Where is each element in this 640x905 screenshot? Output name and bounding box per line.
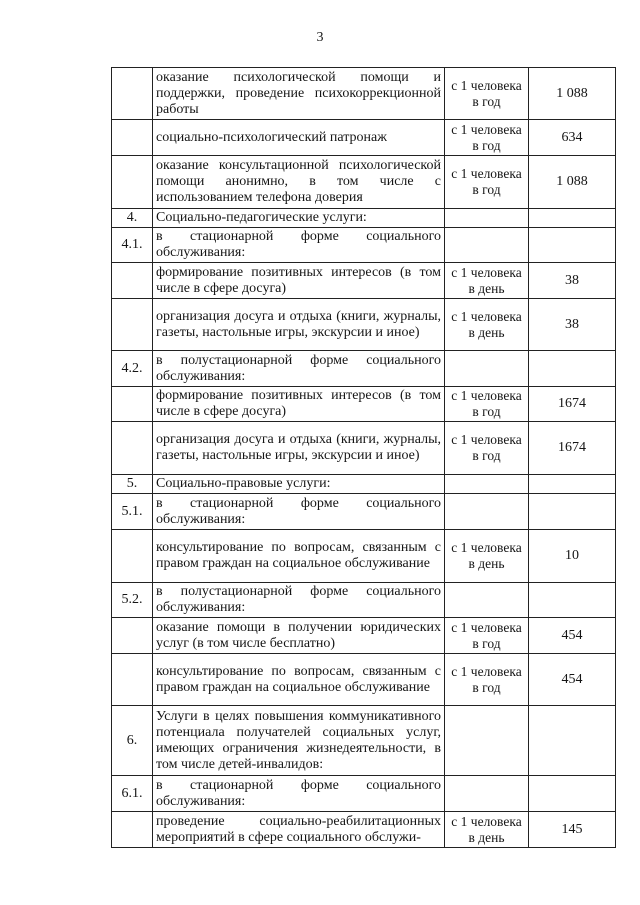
unit-cell: с 1 человека в год <box>445 422 529 475</box>
value-cell <box>529 706 616 776</box>
services-table <box>111 67 616 848</box>
service-description: организация досуга и отдыха (книги, журналы, газеты, настольные игры, экскурсии и иное) <box>153 422 445 475</box>
value-cell: 1 088 <box>529 156 616 209</box>
value-cell: 10 <box>529 530 616 583</box>
table-row <box>112 422 616 475</box>
table-row <box>112 583 616 618</box>
service-description: проведение социально-реабилитационных мероприятий в сфере социального обслужи- <box>153 812 445 848</box>
row-number <box>112 387 153 422</box>
row-number: 5.1. <box>112 494 153 530</box>
subsection-heading: в стационарной форме социального обслуживания: <box>153 776 445 812</box>
value-cell: 1674 <box>529 422 616 475</box>
table-row <box>112 475 616 494</box>
unit-cell: с 1 человека в день <box>445 530 529 583</box>
value-cell <box>529 776 616 812</box>
table-row <box>112 387 616 422</box>
value-cell <box>529 351 616 387</box>
value-cell: 38 <box>529 263 616 299</box>
row-number <box>112 618 153 654</box>
row-number <box>112 812 153 848</box>
service-description: оказание консультационной психологической помощи анонимно, в том числе с использованием телефона доверия <box>153 156 445 209</box>
unit-cell <box>445 351 529 387</box>
table-body <box>112 68 616 848</box>
row-number <box>112 156 153 209</box>
section-heading: Услуги в целях повышения коммуникативного потенциала получателей социальных услуг, имеющих ограничения жизнедеятельности, в том числе детей-инвалидов: <box>153 706 445 776</box>
unit-cell: с 1 человека в год <box>445 654 529 706</box>
value-cell <box>529 494 616 530</box>
value-cell: 145 <box>529 812 616 848</box>
service-description: консультирование по вопросам, связанным с правом граждан на социальное обслуживание <box>153 530 445 583</box>
table-row <box>112 209 616 228</box>
table-row <box>112 120 616 156</box>
row-number <box>112 120 153 156</box>
row-number <box>112 530 153 583</box>
value-cell <box>529 228 616 263</box>
unit-cell: с 1 человека в год <box>445 156 529 209</box>
unit-cell: с 1 человека в год <box>445 120 529 156</box>
service-description: оказание психологической помощи и поддержки, проведение психокоррекционной работы <box>153 68 445 120</box>
unit-cell: с 1 человека в день <box>445 812 529 848</box>
unit-cell: с 1 человека в год <box>445 387 529 422</box>
row-number: 5. <box>112 475 153 494</box>
row-number: 6. <box>112 706 153 776</box>
service-description: социально-психологический патронаж <box>153 120 445 156</box>
table-row <box>112 530 616 583</box>
value-cell: 1 088 <box>529 68 616 120</box>
service-description: формирование позитивных интересов (в том числе в сфере досуга) <box>153 263 445 299</box>
table-row <box>112 351 616 387</box>
table-row <box>112 156 616 209</box>
subsection-heading: в стационарной форме социального обслуживания: <box>153 494 445 530</box>
row-number <box>112 68 153 120</box>
section-heading: Социально-педагогические услуги: <box>153 209 445 228</box>
subsection-heading: в стационарной форме социального обслуживания: <box>153 228 445 263</box>
row-number <box>112 422 153 475</box>
service-description: формирование позитивных интересов (в том числе в сфере досуга) <box>153 387 445 422</box>
table-row <box>112 494 616 530</box>
unit-cell <box>445 706 529 776</box>
row-number: 6.1. <box>112 776 153 812</box>
row-number <box>112 263 153 299</box>
unit-cell <box>445 209 529 228</box>
unit-cell <box>445 776 529 812</box>
value-cell: 454 <box>529 618 616 654</box>
row-number <box>112 654 153 706</box>
value-cell: 634 <box>529 120 616 156</box>
table-row <box>112 618 616 654</box>
table-row <box>112 228 616 263</box>
table-row <box>112 812 616 848</box>
table-row <box>112 68 616 120</box>
table-row <box>112 263 616 299</box>
unit-cell: с 1 человека в год <box>445 618 529 654</box>
value-cell: 38 <box>529 299 616 351</box>
unit-cell <box>445 494 529 530</box>
unit-cell: с 1 человека в день <box>445 263 529 299</box>
unit-cell <box>445 583 529 618</box>
value-cell <box>529 583 616 618</box>
subsection-heading: в полустационарной форме социального обслуживания: <box>153 583 445 618</box>
table-row <box>112 299 616 351</box>
service-description: организация досуга и отдыха (книги, журналы, газеты, настольные игры, экскурсии и иное) <box>153 299 445 351</box>
value-cell: 1674 <box>529 387 616 422</box>
section-heading: Социально-правовые услуги: <box>153 475 445 494</box>
row-number: 5.2. <box>112 583 153 618</box>
unit-cell <box>445 475 529 494</box>
value-cell <box>529 209 616 228</box>
unit-cell: с 1 человека в год <box>445 68 529 120</box>
unit-cell <box>445 228 529 263</box>
service-description: консультирование по вопросам, связанным с правом граждан на социальное обслуживание <box>153 654 445 706</box>
row-number: 4.1. <box>112 228 153 263</box>
table-row <box>112 776 616 812</box>
value-cell: 454 <box>529 654 616 706</box>
service-description: оказание помощи в получении юридических услуг (в том числе бесплатно) <box>153 618 445 654</box>
table-row <box>112 706 616 776</box>
row-number <box>112 299 153 351</box>
table-row <box>112 654 616 706</box>
row-number: 4. <box>112 209 153 228</box>
subsection-heading: в полустационарной форме социального обслуживания: <box>153 351 445 387</box>
row-number: 4.2. <box>112 351 153 387</box>
unit-cell: с 1 человека в день <box>445 299 529 351</box>
page-number: 3 <box>316 30 324 45</box>
value-cell <box>529 475 616 494</box>
